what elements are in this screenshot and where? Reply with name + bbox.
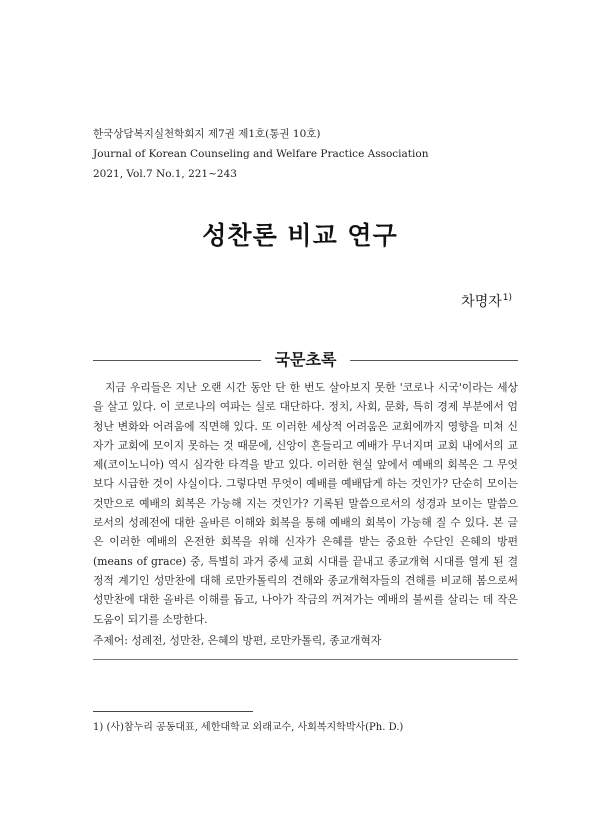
abstract-heading-label: 국문초록	[261, 348, 351, 372]
paper-title: 성찬론 비교 연구	[202, 221, 398, 250]
abstract-body: 지금 우리들은 지난 오랜 시간 동안 단 한 번도 살아보지 못한 '코로나 시국'이라는 세상을 살고 있다. 이 코로나의 여파는 실로 대단하다. 정치, 사회, 문화, 특히 경제 부분에서 엄청난 변화와 어려움에 직면해 있다. 또 이러한 세상적 어려움은 교회에까지 영향을 미쳐 신자가 교회에 모이지 못하는 것 때문에, 신앙이 흔들리고 예배가 무너지며 교회 내에서의 교제(코이노니아) 역시 심각한 타격을 받고 있다. 이러한 현실 앞에서 예배의 회복은 그 무엇보다 시급한 것이 사실이다. 그렇다면 무엇이 예배를 예배답게 하는 것인가? 단순히 모이는 것만으로 예배의 회복은 가능해 지는 것인가? 기록된 말씀으로서의 성경과 보이는 말씀으로서의 성례전에 대한 올바른 이해와 회복을 통해 예배의 회복이 가능해 질 수 있다. 본 글은 이러한 예배의 온전한 회복을 위해 신자가 은혜를 받는 중요한 수단인 은혜의 방편(means of grace) 중, 특별히 과거 중세 교회 시대를 끝내고 종교개혁 시대를 열게 된 결정적 계기인 성만찬에 대해 로만카톨릭의 견해와 종교개혁자들의 견해를 비교해 봄으로써 성만찬에 대한 올바른 이해를 돕고, 나아가 작금의 꺼져가는 예배의 불씨를 살리는 데 작은 도움이 되기를 소망한다.	[93, 381, 518, 626]
footnote: 1) (사)참누리 공동대표, 세한대학교 외래교수, 사회복지학박사(Ph. D.)	[93, 722, 404, 733]
abstract-heading	[93, 348, 518, 372]
keywords-list: 성례전, 성만찬, 은혜의 방편, 로만카톨릭, 종교개혁자	[131, 634, 382, 647]
author-footnote-mark: 1)	[502, 293, 512, 304]
journal-citation: 2021, Vol.7 No.1, 221~243	[93, 168, 237, 180]
author-name: 차명자	[461, 294, 502, 310]
keywords	[93, 632, 518, 650]
keywords-label: 주제어:	[93, 634, 128, 647]
footnote-divider	[93, 711, 253, 712]
journal-info	[93, 124, 428, 184]
journal-name-korean: 한국상담복지실천학회지 제7권 제1호(통권 10호)	[93, 128, 321, 140]
journal-name-english: Journal of Korean Counseling and Welfare Practice Association	[93, 148, 429, 160]
keywords-divider	[93, 659, 518, 660]
author	[461, 291, 512, 311]
